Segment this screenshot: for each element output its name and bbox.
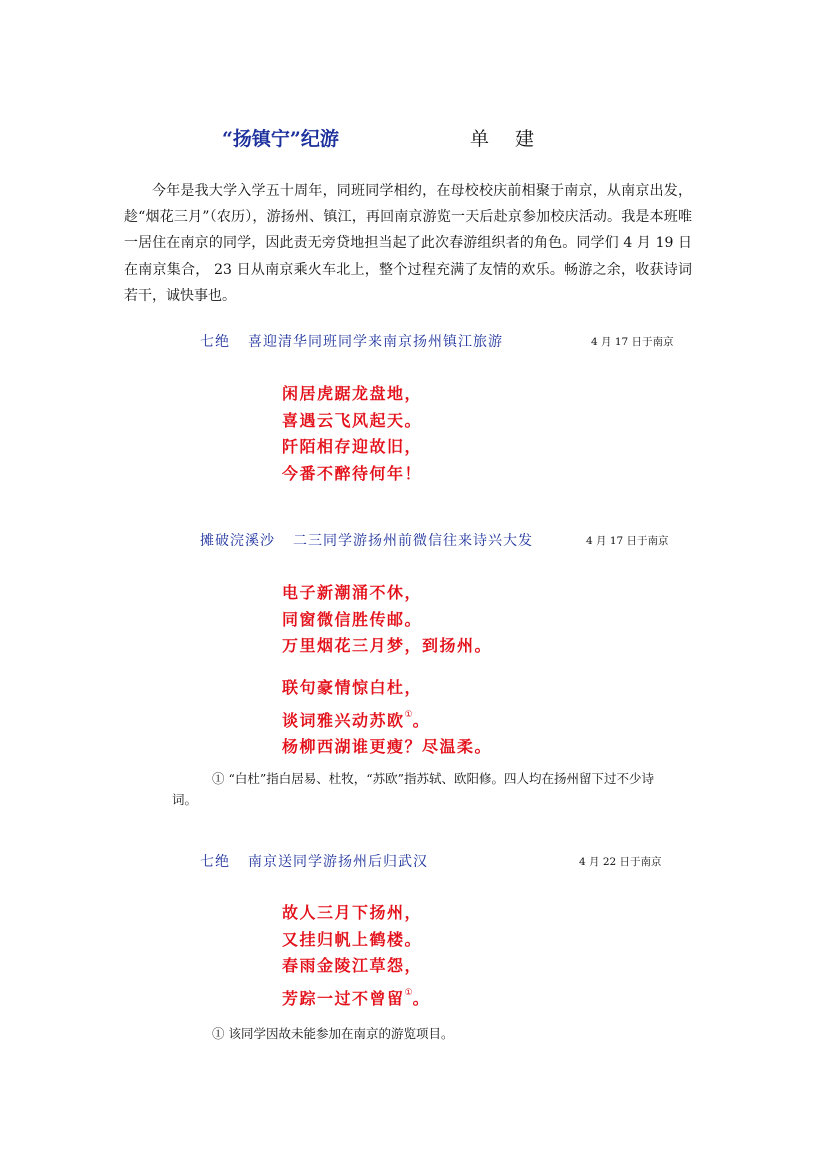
footnote-marker: ① bbox=[404, 709, 413, 720]
poem-2-line: 杨柳西湖谁更瘦？尽温柔。 bbox=[282, 737, 493, 757]
poem-1-title: 喜迎清华同班同学来南京扬州镇江旅游 bbox=[248, 334, 503, 350]
poem-2-stanza-2 bbox=[282, 675, 492, 761]
poem-3-line bbox=[282, 980, 430, 1013]
poem-3-date: 4 月 22 日于南京 bbox=[579, 856, 662, 868]
poem-3-line: 故人三月下扬州， bbox=[282, 903, 423, 922]
poem-2-line-text: 谈词雅兴动苏欧 bbox=[282, 710, 405, 730]
poem-2-heading bbox=[200, 530, 533, 550]
poem-2-date: 4 月 17 日于南京 bbox=[586, 535, 669, 547]
poem-3-heading bbox=[200, 851, 428, 871]
poem-3-body bbox=[282, 900, 430, 1012]
poem-1-date: 4 月 17 日于南京 bbox=[591, 336, 674, 348]
intro-text: 今年是我大学入学五十周年，同班同学相约，在母校校庆前相聚于南京，从南京出发，趁“烟花三月”（农历），游扬州、镇江，再回南京游览一天后赴京参加校庆活动。我是本班唯一居住在南京的同学，因此责无旁贷地担当起了此次春游组织者的角色。同学们 4 月 19 日在南京集合， 23 日从南京乘火车北上，整个过程充满了友情的欢乐。畅游之余，收获诗词若干，诚快事也。 bbox=[124, 183, 692, 304]
poem-3-line-text: 芳踪一过不曾留 bbox=[282, 988, 405, 1008]
poem-1-form: 七绝 bbox=[200, 334, 230, 350]
poem-1-line: 喜遇云飞风起天。 bbox=[282, 410, 423, 430]
poem-2-line: 联句豪情惊白杜， bbox=[282, 678, 423, 697]
poem-1-line: 今番不醉待何年！ bbox=[282, 463, 423, 483]
poem-3-form: 七绝 bbox=[200, 854, 230, 870]
poem-3-line: 又挂归帆上鹤楼。 bbox=[282, 929, 423, 949]
poem-2-line: 万里烟花三月梦，到扬州。 bbox=[282, 636, 493, 656]
poem-2-form: 摊破浣溪沙 bbox=[200, 533, 275, 549]
poem-2-line-end: 。 bbox=[412, 710, 431, 730]
poem-1-line: 阡陌相存迎故旧， bbox=[282, 437, 423, 457]
poem-2-footnote: ① “白杜”指白居易、杜牧，“苏欧”指苏轼、欧阳修。四人均在扬州留下过不少诗词。 bbox=[172, 771, 655, 807]
poem-1-body bbox=[282, 381, 422, 487]
poem-2-line bbox=[282, 702, 492, 735]
poem-2-line: 电子新潮涌不休， bbox=[282, 583, 423, 602]
poem-1-line: 闲居虎踞龙盘地， bbox=[282, 384, 423, 403]
author-name: 单 建 bbox=[470, 128, 545, 150]
poem-2-stanza-1 bbox=[282, 580, 492, 660]
poem-2-title: 二三同学游扬州前微信往来诗兴大发 bbox=[293, 533, 533, 549]
poem-3-line: 春雨金陵江草怨， bbox=[282, 956, 423, 976]
footnote-marker: ① bbox=[404, 987, 413, 998]
poem-3-title: 南京送同学游扬州后归武汉 bbox=[248, 854, 428, 870]
poem-2-line: 同窗微信胜传邮。 bbox=[282, 609, 423, 629]
intro-paragraph bbox=[124, 178, 692, 309]
poem-1-heading bbox=[200, 331, 503, 351]
poem-3-footnote: ① 该同学因故未能参加在南京的游览项目。 bbox=[212, 1026, 454, 1041]
poem-3-line-end: 。 bbox=[412, 988, 431, 1008]
document-title: “扬镇宁”纪游 bbox=[222, 128, 339, 150]
